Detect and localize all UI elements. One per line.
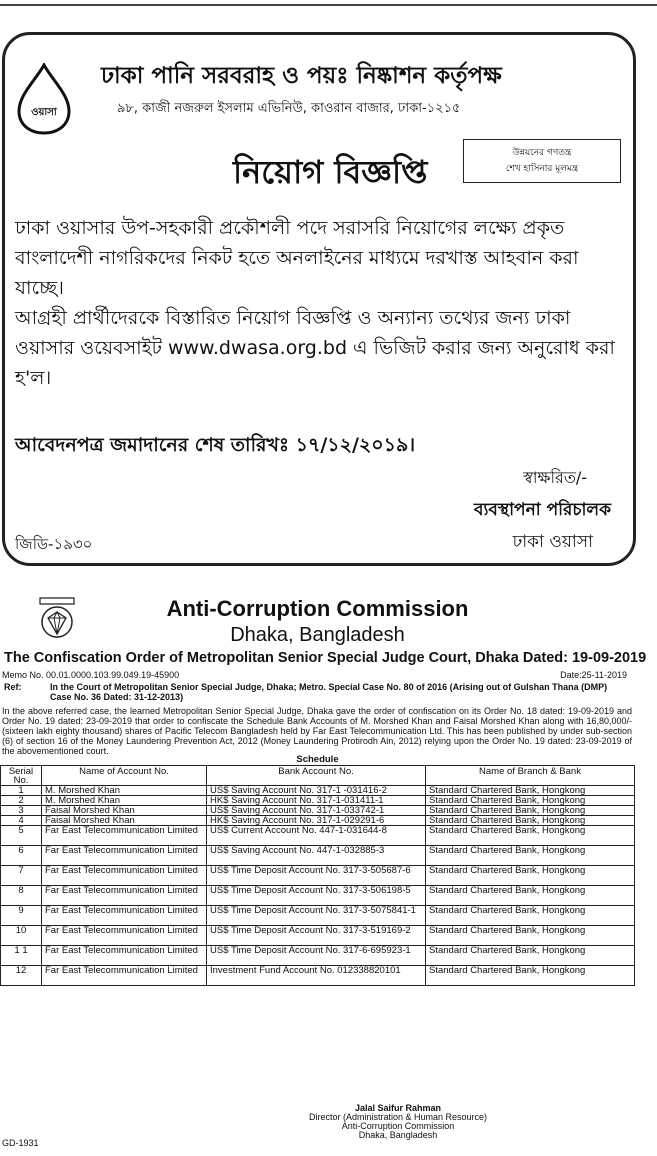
cell-account: US$ Time Deposit Account No. 317-6-695923-1 — [207, 946, 426, 966]
cell-branch: Standard Chartered Bank, Hongkong — [426, 806, 635, 816]
cell-serial: 2 — [1, 796, 42, 806]
cell-branch: Standard Chartered Bank, Hongkong — [426, 886, 635, 906]
cell-serial: 9 — [1, 906, 42, 926]
cell-serial: 4 — [1, 816, 42, 826]
table-row — [1, 966, 635, 986]
notice-paragraph-1: ঢাকা ওয়াসার উপ-সহকারী প্রকৌশলী পদে সরাসরি নিয়োগের লক্ষ্যে প্রকৃত বাংলাদেশী নাগরিকদের নিকট হতে অনলাইনের মাধ্যমে দরখাস্ত আহবান করা যাচ্ছে। — [15, 217, 579, 299]
table-header-row — [1, 766, 635, 786]
table-row — [1, 806, 635, 816]
cell-serial: 1 1 — [1, 946, 42, 966]
signer-location: Dhaka, Bangladesh — [358, 1130, 438, 1140]
cell-branch: Standard Chartered Bank, Hongkong — [426, 796, 635, 806]
acc-org-name: Anti-Corruption Commission — [166, 596, 469, 621]
cell-serial: 1 — [1, 786, 42, 796]
cell-account: US$ Time Deposit Account No. 317-3-505687-6 — [207, 866, 426, 886]
col-account: Bank Account No. — [207, 766, 426, 786]
notice-paragraph-2: আগ্রহী প্রার্থীদেরকে বিস্তারিত নিয়োগ বিজ্ঞপ্তি ও অন্যান্য তথ্যের জন্য ঢাকা ওয়াসার ওয়েবসাইট www.dwasa.org.bd এ ভিজিট করার জন্য অনুরোধ করা হ'ল। — [15, 307, 615, 389]
cell-name: Faisal Morshed Khan — [42, 806, 207, 816]
cell-branch: Standard Chartered Bank, Hongkong — [426, 966, 635, 986]
cell-account: HK$ Saving Account No. 317-1-029291-6 — [207, 816, 426, 826]
cell-serial: 8 — [1, 886, 42, 906]
signatory-title: ব্যবস্থাপনা পরিচালক — [474, 500, 611, 520]
table-row — [1, 846, 635, 866]
signature-block — [290, 1104, 506, 1140]
cell-name: M. Morshed Khan — [42, 796, 207, 806]
cell-account: Investment Fund Account No. 012338820101 — [207, 966, 426, 986]
wasa-address: ৯৮, কাজী নজরুল ইসলাম এভিনিউ, কাওরান বাজার, ঢাকা-১২১৫ — [117, 101, 461, 116]
cell-account: US$ Time Deposit Account No. 317-3-506198-5 — [207, 886, 426, 906]
table-row — [1, 786, 635, 796]
cell-account: HK$ Saving Account No. 317-1-031411-1 — [207, 796, 426, 806]
acc-location: Dhaka, Bangladesh — [230, 624, 405, 646]
table-row — [1, 906, 635, 926]
col-name: Name of Account No. — [42, 766, 207, 786]
signer-title: Director (Administration & Human Resource) — [308, 1112, 488, 1122]
cell-branch: Standard Chartered Bank, Hongkong — [426, 866, 635, 886]
table-row — [1, 886, 635, 906]
cell-serial: 12 — [1, 966, 42, 986]
cell-name: Far East Telecommunication Limited — [42, 906, 207, 926]
signed-mark: স্বাক্ষরিত/- — [523, 468, 587, 487]
table-row — [1, 826, 635, 846]
wasa-logo-text: ওয়াসা — [31, 107, 57, 118]
col-branch: Name of Branch & Bank — [426, 766, 635, 786]
cell-account: US$ Time Deposit Account No. 317-3-519169-2 — [207, 926, 426, 946]
cell-branch: Standard Chartered Bank, Hongkong — [426, 816, 635, 826]
motto-line-1: উন্নয়নের গণতন্ত্র — [512, 148, 572, 158]
cell-serial: 7 — [1, 866, 42, 886]
cell-name: Far East Telecommunication Limited — [42, 926, 207, 946]
cell-account: US$ Saving Account No. 317-1 -031416-2 — [207, 786, 426, 796]
cell-serial: 3 — [1, 806, 42, 816]
cell-name: Far East Telecommunication Limited — [42, 966, 207, 986]
cell-branch: Standard Chartered Bank, Hongkong — [426, 926, 635, 946]
notice-body — [15, 213, 629, 393]
cell-name: Far East Telecommunication Limited — [42, 946, 207, 966]
acc-gd-number: GD-1931 — [2, 1138, 39, 1148]
wasa-org-name: ঢাকা পানি সরবরাহ ও পয়ঃ নিষ্কাশন কর্তৃপক্ষ — [101, 63, 502, 89]
table-row — [1, 926, 635, 946]
cell-name: Far East Telecommunication Limited — [42, 866, 207, 886]
cell-name: Far East Telecommunication Limited — [42, 886, 207, 906]
ref-text: In the Court of Metropolitan Senior Special Judge, Dhaka; Metro. Special Case No. 80 of 2016 (Arising out of Gulshan Thana (DMP) Case No. 36 Dated: 31-12-2013) — [50, 682, 608, 702]
memo-number: Memo No. 00.01.0000.103.99.049.19-45900 — [2, 670, 180, 680]
signatory-org: ঢাকা ওয়াসা — [512, 532, 593, 552]
table-row — [1, 866, 635, 886]
table-row — [1, 796, 635, 806]
cell-name: Far East Telecommunication Limited — [42, 826, 207, 846]
motto-box — [463, 139, 621, 183]
cell-branch: Standard Chartered Bank, Hongkong — [426, 826, 635, 846]
cell-branch: Standard Chartered Bank, Hongkong — [426, 906, 635, 926]
cell-account: US$ Saving Account No. 317-1-033742-1 — [207, 806, 426, 816]
wasa-notice-box — [2, 32, 636, 566]
schedule-label: Schedule — [296, 754, 339, 765]
application-deadline: আবেদনপত্র জমাদানের শেষ তারিখঃ ১৭/১২/২০১৯। — [15, 434, 416, 456]
signer-org: Anti-Corruption Commission — [341, 1121, 455, 1131]
cell-name: M. Morshed Khan — [42, 786, 207, 796]
cell-serial: 5 — [1, 826, 42, 846]
ref-label: Ref: — [4, 682, 22, 692]
cell-serial: 10 — [1, 926, 42, 946]
cell-branch: Standard Chartered Bank, Hongkong — [426, 786, 635, 796]
cell-name: Far East Telecommunication Limited — [42, 846, 207, 866]
wasa-logo — [15, 63, 73, 135]
cell-account: US$ Current Account No. 447-1-031644-8 — [207, 826, 426, 846]
motto-line-2: শেখ হাসিনার মূলমন্ত্র — [505, 164, 579, 174]
cell-serial: 6 — [1, 846, 42, 866]
cell-account: US$ Saving Account No. 447-1-032885-3 — [207, 846, 426, 866]
col-serial: Serial No. — [1, 766, 42, 786]
schedule-table — [0, 765, 635, 986]
cell-name: Faisal Morshed Khan — [42, 816, 207, 826]
water-drop-icon — [15, 63, 73, 135]
top-divider-line — [0, 4, 657, 6]
wasa-gd-number: জিডি-১৯৩০ — [15, 535, 93, 553]
memo-date: Date:25-11-2019 — [560, 670, 627, 680]
cell-branch: Standard Chartered Bank, Hongkong — [426, 946, 635, 966]
acc-notice — [0, 590, 657, 1156]
table-row — [1, 946, 635, 966]
notice-title: নিয়োগ বিজ্ঞপ্তি — [233, 153, 428, 191]
confiscation-heading: The Confiscation Order of Metropolitan Senior Special Judge Court, Dhaka Dated: 19-09-2019 — [4, 650, 647, 666]
cell-account: US$ Time Deposit Account No. 317-3-5075841-1 — [207, 906, 426, 926]
table-row — [1, 816, 635, 826]
order-paragraph: In the above referred case, the learned Metropolitan Senior Special Judge, Dhaka gave the order of confiscation on its Order No. 18 dated: 19-09-2019 and Order No. 19 dated: 23-09-2019 that order to confiscate the Schedule Bank Accounts of M. Morshed Khan and Faisal Morshed Khan along with 16,80,000/- (sixteen lakh eighty thousand) shares of Pacific Telecom Bangladesh held by Far East Telecommunication Ltd. This has been published by under sub-section (6) of section 16 of the Money Laundering Prevention Act, 2012 (Money Laundering Protirodh Ain, 2012) relying upon the Order No. 19 dated: 23-09-2019 of the abovementioned court. — [2, 706, 632, 756]
signer-name: Jalal Saifur Rahman — [354, 1103, 442, 1113]
cell-branch: Standard Chartered Bank, Hongkong — [426, 846, 635, 866]
